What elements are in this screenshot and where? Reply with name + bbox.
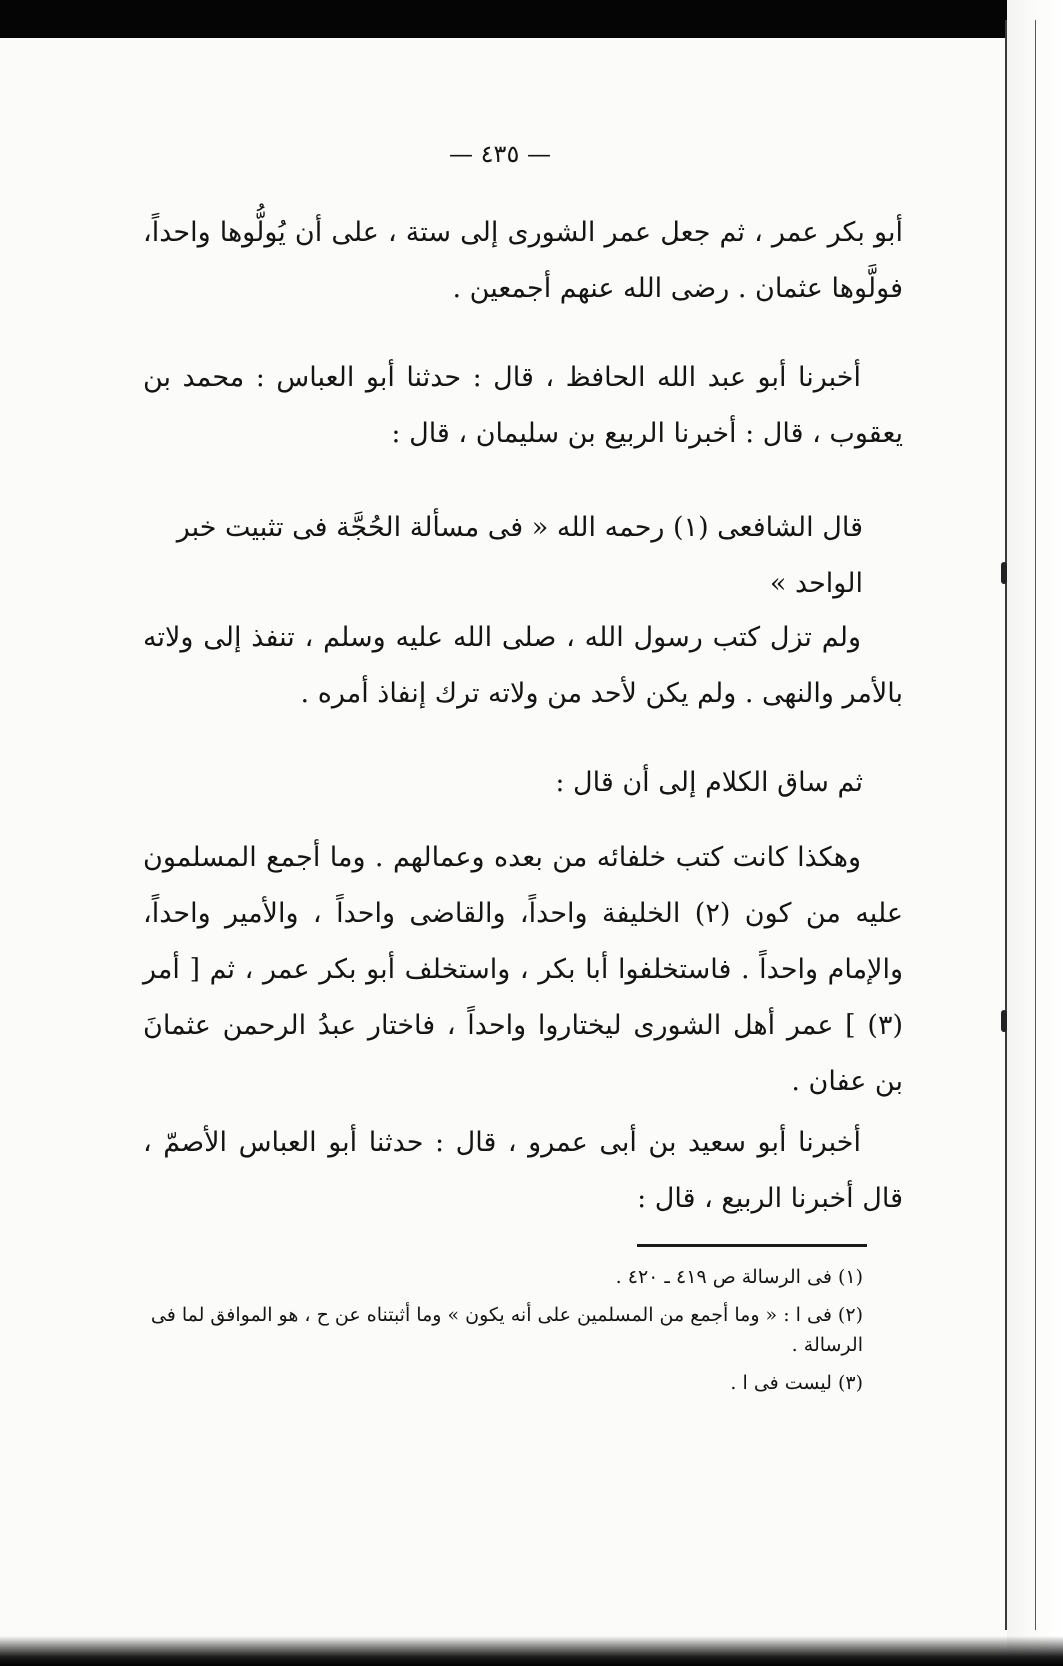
paragraph-6: أخبرنا أبو سعيد بن أبى عمرو ، قال : حدثنا أبو العباس الأصمّ ، قال أخبرنا الربيع ، قال : — [143, 1127, 903, 1214]
footnote-2: (٢) فى ا : « وما أجمع من المسلمين على أنه يكون » وما أثبتناه عن ح ، هو الموافق لما فى الرسالة . — [150, 1304, 863, 1356]
footnote-3: (٣) ليست فى ا . — [730, 1372, 863, 1394]
paragraph-3: ولم تزل كتب رسول الله ، صلى الله عليه وسلم ، تنفذ إلى ولاته بالأمر والنهى . ولم يكن لأحد من ولاته ترك إنفاذ أمره . — [143, 622, 903, 709]
scan-bottom-border — [0, 1636, 1063, 1666]
paragraph-2: أخبرنا أبو عبد الله الحافظ ، قال : حدثنا أبو العباس : محمد بن يعقوب ، قال : أخبرنا الربيع بن سليمان ، قال : — [143, 362, 903, 449]
footnote-1: (١) فى الرسالة ص ٤١٩ ـ ٤٢٠ . — [615, 1266, 863, 1288]
footnote-separator — [637, 1244, 867, 1247]
page-edge-line — [1005, 20, 1007, 1630]
paragraph-5: وهكذا كانت كتب خلفائه من بعده وعمالهم . وما أجمع المسلمون عليه من كون (٢) الخليفة واحداً، والقاضى واحداً ، والأمير واحداً، والإمام واحداً . فاستخلفوا أبا بكر ، واستخلف أبو بكر عمر ، ثم [ أمر (٣) ] عمر أهل الشورى ليختاروا واحداً ، فاختار عبدُ الرحمن عثمانَ بن عفان . — [143, 842, 903, 1097]
page-number: — ٤٣٥ — — [449, 140, 551, 168]
footnotes — [123, 1262, 863, 1406]
edge-mark — [1001, 1010, 1007, 1032]
paragraph-4: ثم ساق الكلام إلى أن قال : — [555, 767, 863, 798]
page-edge-line-outer — [1035, 20, 1036, 1630]
paragraph-1: أبو بكر عمر ، ثم جعل عمر الشورى إلى ستة ، على أن يُولُّوها واحداً، فولَّوها عثمان . رضى الله عنهم أجمعين . — [143, 217, 903, 304]
section-heading: قال الشافعى (١) رحمه الله « فى مسألة الحُجَّة فى تثبيت خبر الواحد » — [176, 512, 863, 599]
edge-mark — [1001, 562, 1007, 584]
scan-top-border — [0, 0, 1063, 38]
